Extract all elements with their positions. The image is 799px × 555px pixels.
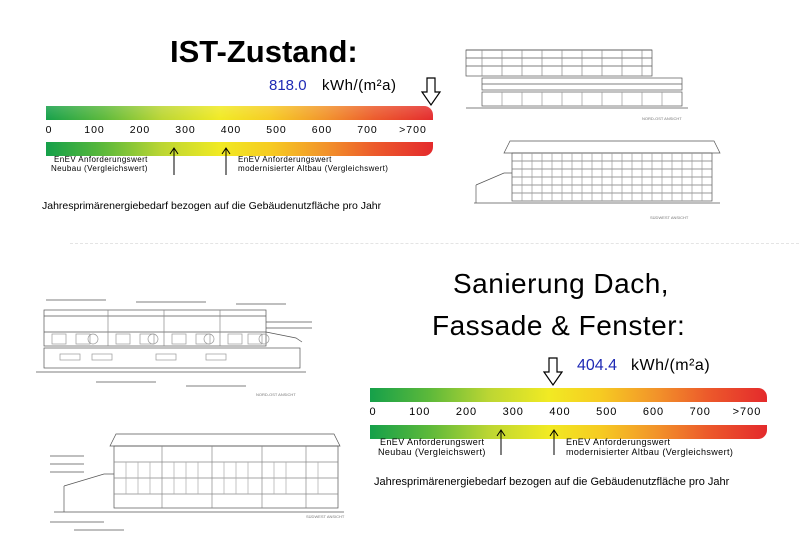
ist-scale-label: 400 — [220, 124, 242, 136]
ist-neubau-arrow — [168, 146, 180, 176]
svg-text:NORD-OST ANSICHT: NORD-OST ANSICHT — [642, 116, 682, 121]
ist-scale-label: >700 — [399, 124, 427, 136]
ist-altbau-arrow — [220, 146, 232, 176]
ist-footer-caption: Jahresprimärenergiebedarf bezogen auf die Gebäudenutzfläche pro Jahr — [42, 200, 382, 212]
ist-note-neubau-2: Neubau (Vergleichswert) — [51, 164, 148, 173]
sanierung-note-altbau-1: EnEV Anforderungswert — [566, 437, 671, 447]
sanierung-energy-unit: kWh/(m²a) — [631, 357, 711, 374]
building-elevation-drawing-top — [462, 44, 694, 124]
ist-energy-value: 818.0 — [269, 77, 307, 94]
sanierung-scale-label: >700 — [732, 406, 762, 418]
sanierung-note-neubau-2: Neubau (Vergleichswert) — [378, 447, 486, 457]
svg-text:SÜDWEST ANSICHT: SÜDWEST ANSICHT — [306, 514, 345, 519]
sanierung-arrow-marker — [543, 357, 563, 387]
ist-scale-labels — [46, 124, 433, 138]
sanierung-footer-caption: Jahresprimärenergiebedarf bezogen auf die Gebäudenutzfläche pro Jahr — [374, 476, 730, 488]
sanierung-scale-label: 100 — [409, 406, 431, 418]
ist-scale-label: 600 — [311, 124, 333, 136]
ist-note-neubau-1: EnEV Anforderungswert — [54, 155, 148, 164]
sanierung-scale-label: 200 — [455, 406, 478, 418]
building-elevation-drawing-suedwest — [44, 426, 354, 544]
building-elevation-drawing-nordost — [36, 292, 336, 412]
sanierung-scale-labels — [370, 406, 767, 420]
ist-scale-label: 100 — [84, 124, 105, 136]
title-sanierung-line1: Sanierung Dach, — [453, 268, 670, 299]
ist-note-altbau-2: modernisierter Altbau (Vergleichswert) — [238, 164, 389, 173]
sanierung-scale-label: 500 — [596, 406, 618, 418]
ist-scale-label: 300 — [175, 124, 196, 136]
sanierung-altbau-arrow — [548, 428, 560, 456]
building-elevation-drawing-top-2 — [474, 135, 724, 225]
sanierung-scale-label: 600 — [642, 406, 665, 418]
ist-scale-label: 200 — [129, 124, 151, 136]
ist-note-altbau-1: EnEV Anforderungswert — [238, 155, 332, 164]
sanierung-note-neubau-1: EnEV Anforderungswert — [380, 437, 485, 447]
svg-text:SÜDWEST ANSICHT: SÜDWEST ANSICHT — [650, 215, 689, 220]
sanierung-scale-label: 300 — [502, 406, 524, 418]
section-divider — [70, 243, 799, 244]
ist-scale-label: 0 — [45, 124, 53, 136]
sanierung-energy-value: 404.4 — [577, 357, 618, 374]
ist-scale-label: 700 — [357, 124, 378, 136]
ist-arrow-marker — [420, 77, 442, 107]
sanierung-scale-label: 400 — [549, 406, 571, 418]
ist-energy-unit: kWh/(m²a) — [322, 77, 397, 94]
sanierung-scale-label: 700 — [689, 406, 711, 418]
sanierung-scale-label: 0 — [369, 406, 377, 418]
title-sanierung-line2: Fassade & Fenster: — [432, 310, 686, 341]
svg-text:NORD-OST ANSICHT: NORD-OST ANSICHT — [256, 392, 296, 397]
ist-scale-label: 500 — [266, 124, 287, 136]
title-ist-zustand: IST-Zustand: — [170, 34, 358, 69]
sanierung-neubau-arrow — [495, 428, 507, 456]
sanierung-note-altbau-2: modernisierter Altbau (Vergleichswert) — [566, 447, 734, 457]
